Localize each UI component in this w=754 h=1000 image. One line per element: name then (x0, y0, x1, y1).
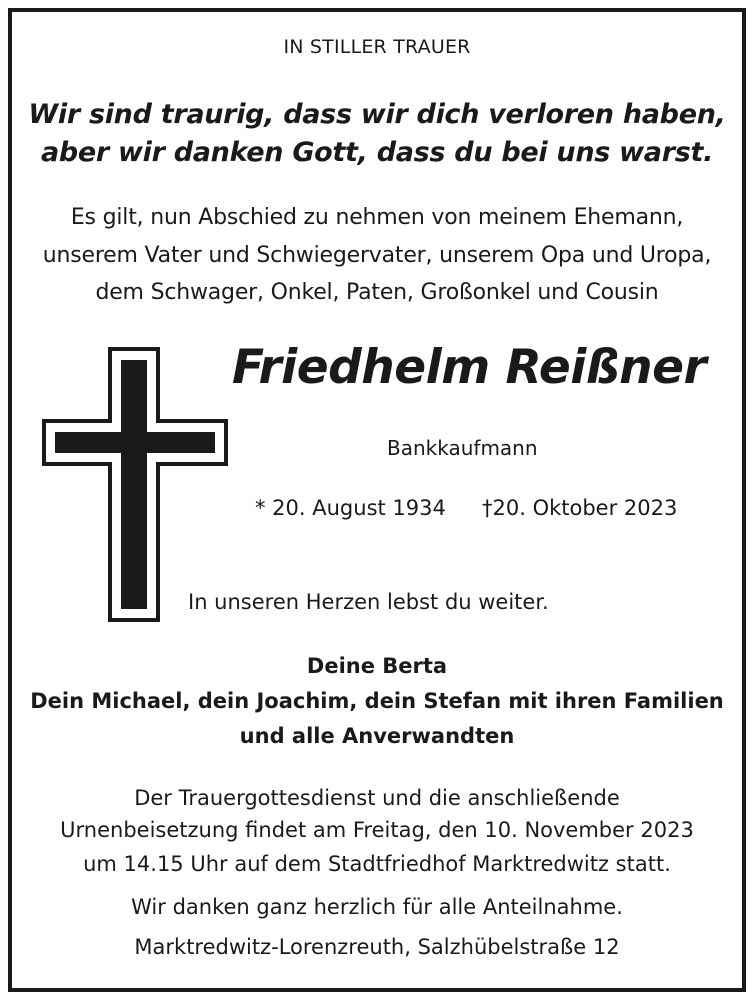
service-line-1: Der Trauergottesdienst und die anschließende (134, 786, 620, 810)
address-line: Marktredwitz-Lorenzreuth, Salzhübelstraße 12 (134, 935, 620, 959)
birth-date: * 20. August 1934 (255, 496, 446, 520)
intro-line-1: Es gilt, nun Abschied zu nehmen von meinem Ehemann, (70, 205, 684, 230)
intro-line-2: unserem Vater und Schwiegervater, unserem Opa und Uropa, (42, 243, 712, 268)
signer-line-3: und alle Anverwandten (239, 724, 515, 748)
thanks-line: Wir danken ganz herzlich für alle Anteilnahme. (131, 895, 623, 919)
signer-line-2: Dein Michael, dein Joachim, dein Stefan mit ihren Familien (30, 689, 724, 713)
farewell-line: In unseren Herzen lebst du weiter. (188, 590, 549, 614)
motto-line-1: Wir sind traurig, dass wir dich verloren haben, (28, 99, 726, 130)
deceased-name: Friedhelm Reißner (232, 340, 707, 395)
profession: Bankkaufmann (387, 436, 538, 460)
service-line-3: um 14.15 Uhr auf dem Stadtfriedhof Marktredwitz statt. (83, 852, 671, 876)
service-line-2: Urnenbeisetzung findet am Freitag, den 10. November 2023 (60, 818, 694, 842)
notice-heading: IN STILLER TRAUER (283, 36, 471, 58)
motto-line-2: aber wir danken Gott, dass du bei uns warst. (40, 137, 714, 168)
signer-line-1: Deine Berta (306, 654, 448, 678)
death-date: †20. Oktober 2023 (482, 496, 678, 520)
cross-icon (42, 347, 232, 622)
intro-line-3: dem Schwager, Onkel, Paten, Großonkel und Cousin (95, 280, 659, 305)
